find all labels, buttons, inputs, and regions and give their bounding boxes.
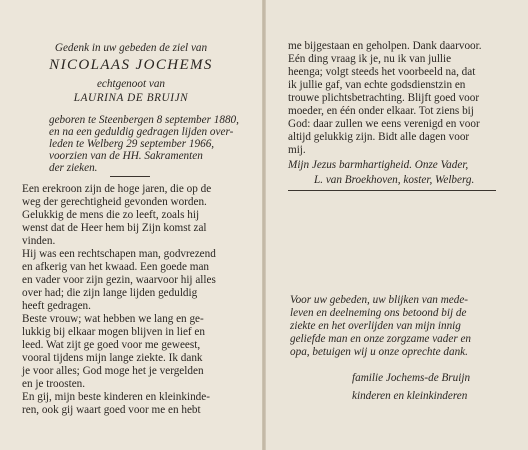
right-body-line-3: heenga; volgt steeds het voorbeeld na, dat: [288, 66, 476, 78]
body-line-1: Een erekroon zijn de hoge jaren, die op de: [22, 183, 212, 195]
deceased-name: NICOLAAS JOCHEMS: [49, 57, 213, 73]
body-line-10: heeft gedragen.: [22, 300, 91, 312]
body-line-8: en vader voor zijn gezin, waarvoor hij alles: [22, 274, 216, 286]
spouse-prefix: echtgenoot van: [96, 78, 166, 90]
body-line-7: en afkerig van het kwaad. Een goede man: [22, 261, 209, 273]
body-line-18: ren, ook gij waart goed voor me en hebt: [22, 404, 201, 416]
body-line-2: weg der gerechtigheid gevonden worden.: [22, 196, 207, 208]
life-line-2: en na een geduldig gedragen lijden over-: [49, 126, 234, 138]
right-body-line-7: God: daar zullen we eens verenigd en voor: [288, 118, 480, 130]
body-line-12: lukkig bij elkaar mogen blijven in lief en: [22, 326, 205, 338]
body-line-16: en je troosten.: [22, 378, 86, 390]
right-body-line-6: moeder, en één onder elkaar. Tot ziens bij: [288, 105, 474, 117]
thanks-line-4: geliefde man en onze zorgzame vader en: [290, 333, 472, 345]
right-body-line-1: me bijgestaan en geholpen. Dank daarvoor.: [288, 40, 482, 52]
right-body-line-2: Eén ding vraag ik je, nu ik van jullie: [288, 53, 452, 65]
section-divider: [110, 176, 150, 177]
signature-line-2: kinderen en kleinkinderen: [352, 390, 468, 402]
right-body-line-9: mij.: [288, 144, 306, 156]
life-line-1: geboren te Steenbergen 8 september 1880,: [49, 114, 239, 126]
body-line-6: Hij was een rechtschapen man, godvrezend: [22, 248, 216, 260]
thanks-line-5: opa, betuigen wij u onze oprechte dank.: [290, 346, 468, 358]
credit-divider: [288, 190, 496, 191]
right-body-line-8: altijd gelukkig zijn. Bidt alle dagen voor: [288, 131, 470, 143]
printer-credit: L. van Broekhoven, koster, Welberg.: [314, 174, 475, 186]
body-line-17: En gij, mijn beste kinderen en kleinkinde-: [22, 391, 210, 403]
thanks-line-1: Voor uw gebeden, uw blijken van mede-: [290, 294, 469, 306]
thanks-line-3: ziekte en het overlijden van mijn innig: [290, 320, 461, 332]
body-line-15: je voor alles; God moge het je vergelden: [22, 365, 204, 377]
body-line-9: over had; die zijn lange lijden geduldig: [22, 287, 198, 299]
left-page: [0, 0, 262, 450]
right-page: [266, 0, 528, 450]
body-line-11: Beste vrouw; wat hebben we lang en ge-: [22, 313, 204, 325]
right-body-line-5: trouwe plichtsbetrachting. Blijft goed voor: [288, 92, 480, 104]
intro-line: Gedenk in uw gebeden de ziel van: [54, 42, 208, 54]
body-line-13: leed. Wat zijt ge goed voor me geweest,: [22, 339, 201, 351]
thanks-line-2: leven en deelneming ons betoond bij de: [290, 307, 467, 319]
body-line-4: wenst dat de Heer hem bij Zijn komst zal: [22, 222, 207, 234]
prayer-line: Mijn Jezus barmhartigheid. Onze Vader,: [288, 159, 469, 171]
body-line-3: Gelukkig de mens die zo leeft, zoals hij: [22, 209, 200, 221]
body-line-5: vinden.: [22, 235, 56, 247]
signature-line-1: familie Jochems-de Bruijn: [352, 372, 471, 384]
life-line-5: der zieken.: [49, 162, 98, 174]
life-line-3: leden te Welberg 29 september 1966,: [49, 138, 215, 150]
spouse-name: LAURINA DE BRUIJN: [73, 92, 189, 104]
life-line-4: voorzien van de HH. Sakramenten: [49, 150, 203, 162]
body-line-14: vooral tijdens mijn lange ziekte. Ik dank: [22, 352, 203, 364]
right-body-line-4: ik jullie gaf, van echte godsdienstzin en: [288, 79, 466, 91]
